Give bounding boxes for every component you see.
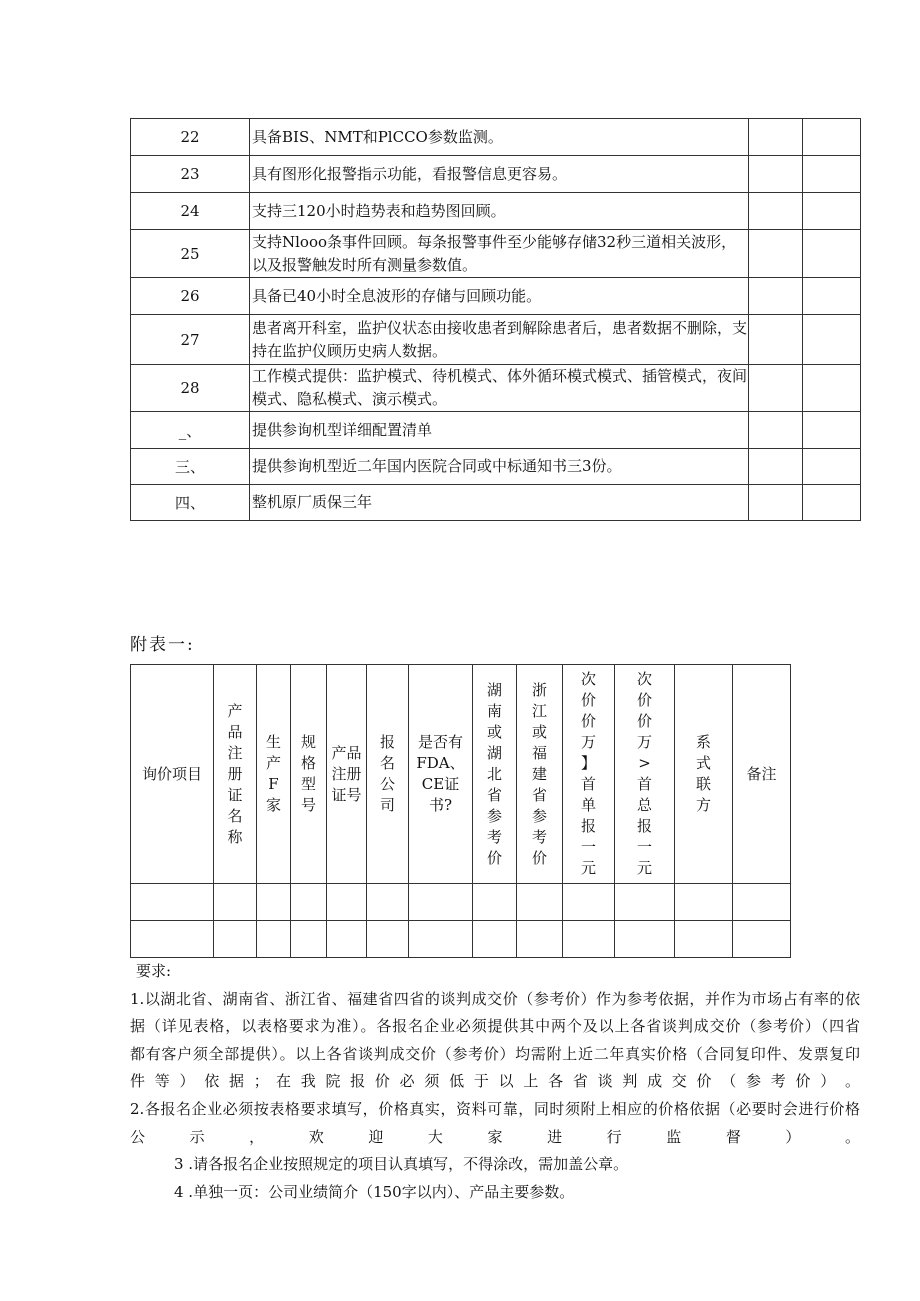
quote-cell[interactable] xyxy=(517,884,563,921)
requirement-line: 1.以湖北省、湖南省、浙江省、福建省四省的谈判成交价（参考价）作为参考依据，并作为市场占有率的依 xyxy=(130,989,860,1008)
quote-cell[interactable] xyxy=(131,884,214,921)
appendix-title: 附表一: xyxy=(130,635,195,655)
response-cell[interactable] xyxy=(749,412,803,449)
spec-table xyxy=(130,118,861,521)
quote-cell[interactable] xyxy=(214,884,257,921)
item-number: 25 xyxy=(131,230,250,278)
spec-row xyxy=(131,449,861,485)
requirement-line: 件 等 ） 依 据 ； 在 我 院 报 价 必 须 低 于 以 上 各 省 谈 判 成 交 价 （ 参 考 价 ） 。 xyxy=(130,1072,860,1091)
column-header: 产 品 注 册 证 名 称 xyxy=(214,665,257,884)
quote-cell[interactable] xyxy=(517,921,563,958)
quote-cell[interactable] xyxy=(367,884,409,921)
item-number: 27 xyxy=(131,315,250,365)
response-cell[interactable] xyxy=(749,193,803,230)
quote-row xyxy=(131,884,791,921)
remark-cell[interactable] xyxy=(803,119,861,156)
item-number: 26 xyxy=(131,278,250,315)
quote-cell[interactable] xyxy=(409,884,473,921)
item-number: 28 xyxy=(131,365,250,412)
requirement-line: 据（详见表格，以表格要求为准）。各报名企业必须提供其中两个及以上各省谈判成交价（参考价）（四省 xyxy=(130,1017,860,1036)
spec-row xyxy=(131,193,861,230)
item-number: _、 xyxy=(131,412,250,449)
quote-cell[interactable] xyxy=(733,921,791,958)
quote-cell[interactable] xyxy=(257,921,291,958)
quote-cell[interactable] xyxy=(473,921,517,958)
quote-cell[interactable] xyxy=(257,884,291,921)
response-cell[interactable] xyxy=(749,278,803,315)
response-cell[interactable] xyxy=(749,315,803,365)
item-number: 22 xyxy=(131,119,250,156)
column-header: 次 价 价 万 > 首 总 报 一 元 xyxy=(615,665,675,884)
spec-row xyxy=(131,485,861,521)
requirement-line: 2.各报名企业必须按表格要求填写，价格真实，资料可靠，同时须附上相应的价格依据（必要时会进行价格 xyxy=(130,1099,860,1118)
quote-cell[interactable] xyxy=(615,884,675,921)
requirement-line: 公 示 ， 欢 迎 大 家 进 行 监 督 ） 。 xyxy=(130,1127,860,1146)
item-number: 23 xyxy=(131,156,250,193)
column-header: 备注 xyxy=(733,665,791,884)
column-header: 浙 江 或 福 建 省 参 考 价 xyxy=(517,665,563,884)
requirement-line: 3 .请各报名企业按照规定的项目认真填写，不得涂改，需加盖公章。 xyxy=(174,1155,629,1174)
quote-cell[interactable] xyxy=(291,921,327,958)
column-header: 报 名 公 司 xyxy=(367,665,409,884)
column-header: 生 产 F 家 xyxy=(257,665,291,884)
requirement-line: 4 .单独一页：公司业绩简介（150字以内）、产品主要参数。 xyxy=(174,1182,575,1201)
item-description: 具有图形化报警指示功能，看报警信息更容易。 xyxy=(250,156,749,193)
item-description: 提供参询机型近二年国内医院合同或中标通知书三3份。 xyxy=(250,449,749,485)
spec-row xyxy=(131,315,861,365)
response-cell[interactable] xyxy=(749,156,803,193)
column-header: 湖 南 或 湖 北 省 参 考 价 xyxy=(473,665,517,884)
response-cell[interactable] xyxy=(749,449,803,485)
column-header: 产品 注册 证号 xyxy=(327,665,367,884)
quote-cell[interactable] xyxy=(214,921,257,958)
remark-cell[interactable] xyxy=(803,485,861,521)
remark-cell[interactable] xyxy=(803,449,861,485)
remark-cell[interactable] xyxy=(803,156,861,193)
item-description: 具备已40小时全息波形的存储与回顾功能。 xyxy=(250,278,749,315)
spec-row xyxy=(131,365,861,412)
remark-cell[interactable] xyxy=(803,365,861,412)
item-description: 具备BIS、NMT和PlCCO参数监测。 xyxy=(250,119,749,156)
quote-cell[interactable] xyxy=(473,884,517,921)
quote-cell[interactable] xyxy=(675,884,733,921)
quote-cell[interactable] xyxy=(327,921,367,958)
quote-cell[interactable] xyxy=(563,884,615,921)
item-description: 提供参询机型详细配置清单 xyxy=(250,412,749,449)
quote-cell[interactable] xyxy=(291,884,327,921)
quote-table xyxy=(130,664,791,958)
remark-cell[interactable] xyxy=(803,278,861,315)
spec-row xyxy=(131,119,861,156)
remark-cell[interactable] xyxy=(803,193,861,230)
quote-row xyxy=(131,921,791,958)
item-number: 24 xyxy=(131,193,250,230)
remark-cell[interactable] xyxy=(803,412,861,449)
requirements xyxy=(130,958,860,1206)
requirement-line: 都有客户须全部提供）。以上各省谈判成交价（参考价）均需附上近二年真实价格（合同复印件、发票复印 xyxy=(130,1044,860,1063)
requirements-heading: 要求: xyxy=(136,962,172,980)
quote-cell[interactable] xyxy=(327,884,367,921)
item-description: 工作模式提供：监护模式、待机模式、体外循环模式模式、插管模式，夜间模式、隐私模式、演示模式。 xyxy=(250,365,749,412)
quote-cell[interactable] xyxy=(131,921,214,958)
item-number: 四、 xyxy=(131,485,250,521)
spec-row xyxy=(131,230,861,278)
item-description: 患者离开科室，监护仪状态由接收患者到解除患者后，患者数据不删除，支持在监护仪顾历史病人数据。 xyxy=(250,315,749,365)
item-number: 三、 xyxy=(131,449,250,485)
spec-row xyxy=(131,412,861,449)
spec-row xyxy=(131,278,861,315)
quote-cell[interactable] xyxy=(733,884,791,921)
quote-cell[interactable] xyxy=(563,921,615,958)
column-header: 系 式 联 方 xyxy=(675,665,733,884)
column-header: 是否有 FDA、 CE证 书? xyxy=(409,665,473,884)
column-header: 询价项目 xyxy=(131,665,214,884)
response-cell[interactable] xyxy=(749,485,803,521)
item-description: 支持Nlooo条事件回顾。每条报警事件至少能够存储32秒三道相关波形，以及报警触发时所有测量参数值。 xyxy=(250,230,749,278)
column-header: 次 价 价 万 】 首 单 报 一 元 xyxy=(563,665,615,884)
quote-cell[interactable] xyxy=(615,921,675,958)
remark-cell[interactable] xyxy=(803,230,861,278)
quote-cell[interactable] xyxy=(409,921,473,958)
remark-cell[interactable] xyxy=(803,315,861,365)
item-description: 支持三120小时趋势表和趋势图回顾。 xyxy=(250,193,749,230)
response-cell[interactable] xyxy=(749,119,803,156)
spec-row xyxy=(131,156,861,193)
quote-cell[interactable] xyxy=(367,921,409,958)
column-header: 规 格 型 号 xyxy=(291,665,327,884)
item-description: 整机原厂质保三年 xyxy=(250,485,749,521)
response-cell[interactable] xyxy=(749,365,803,412)
response-cell[interactable] xyxy=(749,230,803,278)
quote-cell[interactable] xyxy=(675,921,733,958)
